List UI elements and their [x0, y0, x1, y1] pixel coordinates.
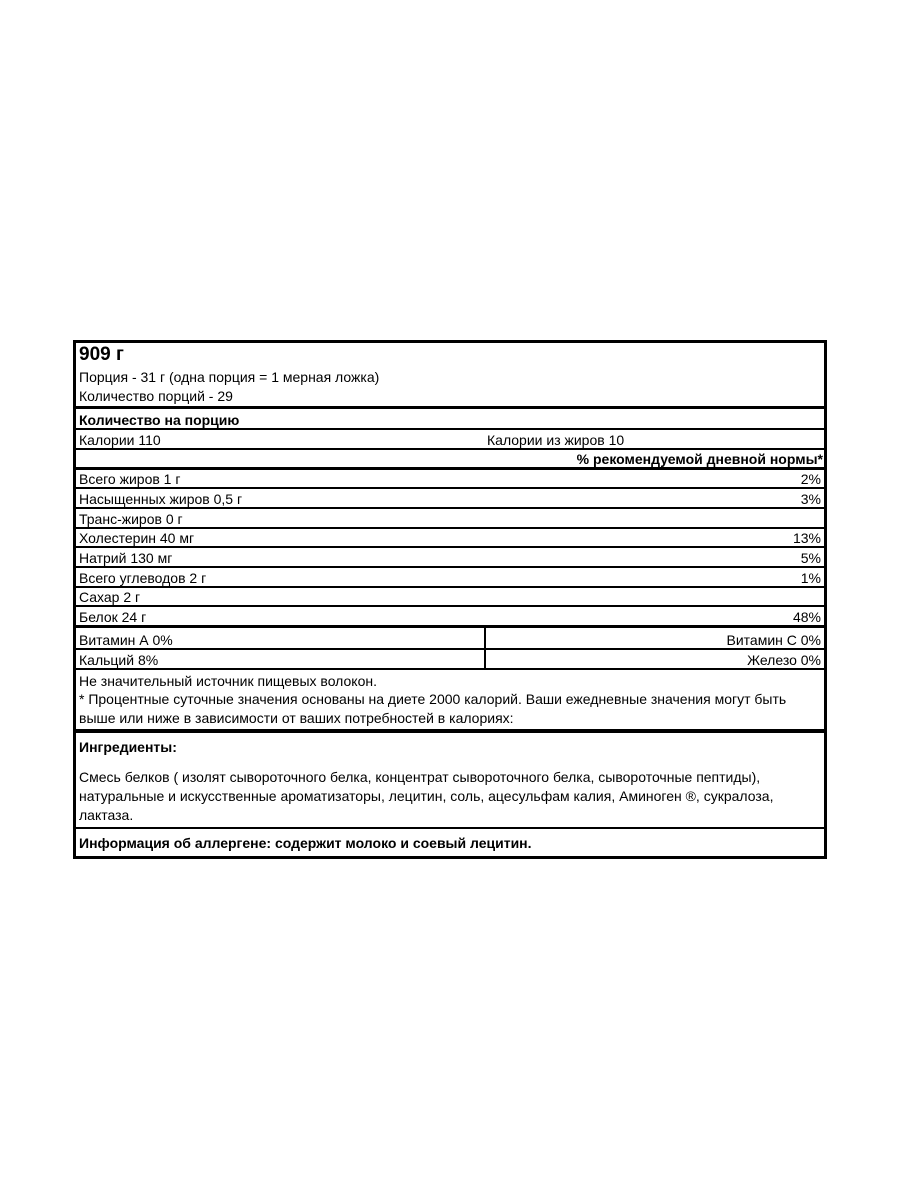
nutrient-name: Всего углеводов 2 г [79, 570, 207, 586]
nutrient-daily-value: 3% [800, 491, 821, 507]
vitamin-c: Витамин С 0% [726, 632, 821, 648]
iron: Железо 0% [747, 652, 821, 668]
thick-divider [76, 406, 824, 409]
nutrient-name: Насыщенных жиров 0,5 г [79, 491, 243, 507]
divider [76, 605, 824, 607]
vitamin-column-divider [484, 628, 486, 668]
nutrient-daily-value: 5% [800, 550, 821, 566]
divider [76, 586, 824, 588]
nutrient-daily-value: 13% [792, 530, 821, 546]
divider [76, 648, 824, 650]
servings-per-container: Количество порций - 29 [79, 388, 233, 404]
calories: Калории 110 [79, 432, 161, 448]
divider [76, 546, 824, 548]
divider [76, 527, 824, 529]
calcium: Кальций 8% [79, 652, 159, 668]
divider [76, 428, 824, 430]
daily-value-heading: % рекомендуемой дневной нормы* [576, 451, 823, 467]
nutrient-daily-value: 48% [792, 609, 821, 625]
nutrient-name: Холестерин 40 мг [79, 530, 195, 546]
nutrient-name: Натрий 130 мг [79, 550, 173, 566]
nutrient-name: Сахар 2 г [79, 589, 141, 605]
thick-divider [76, 729, 824, 733]
serving-size: Порция - 31 г (одна порция = 1 мерная ложка) [79, 369, 380, 385]
divider [76, 487, 824, 489]
divider [76, 448, 824, 450]
calories-from-fat: Калории из жиров 10 [487, 432, 625, 448]
ingredients-text: Смесь белков ( изолят сывороточного белка, концентрат сывороточного белка, сывороточные пептиды), натуральные и искусственные ароматизаторы, лецитин, соль, ацесульфам калия, Аминоген ®, сукралоза, лактаза. [79, 769, 774, 823]
nutrient-daily-value: 2% [800, 471, 821, 487]
nutrient-name: Всего жиров 1 г [79, 471, 181, 487]
divider [76, 467, 824, 470]
divider [76, 827, 824, 829]
nutrition-facts-label [73, 340, 827, 859]
nutrient-name: Транс-жиров 0 г [79, 511, 183, 527]
ingredients-heading: Ингредиенты: [79, 739, 177, 755]
vitamin-a: Витамин А 0% [79, 632, 173, 648]
nutrient-name: Белок 24 г [79, 609, 147, 625]
divider [76, 668, 824, 670]
nutrient-daily-value: 1% [800, 570, 821, 586]
divider [76, 507, 824, 509]
divider [76, 566, 824, 568]
allergen-info: Информация об аллергене: содержит молоко и соевый лецитин. [79, 835, 532, 851]
thick-divider [76, 625, 824, 628]
fiber-note: Не значительный источник пищевых волокон. [79, 673, 377, 689]
package-weight: 909 г [79, 344, 124, 365]
daily-value-footnote: * Процентные суточные значения основаны на диете 2000 калорий. Ваши ежедневные значения могут быть выше или ниже в зависимости от ваших потребностей в калориях: [79, 691, 787, 726]
amount-per-serving-heading: Количество на порцию [79, 412, 240, 428]
